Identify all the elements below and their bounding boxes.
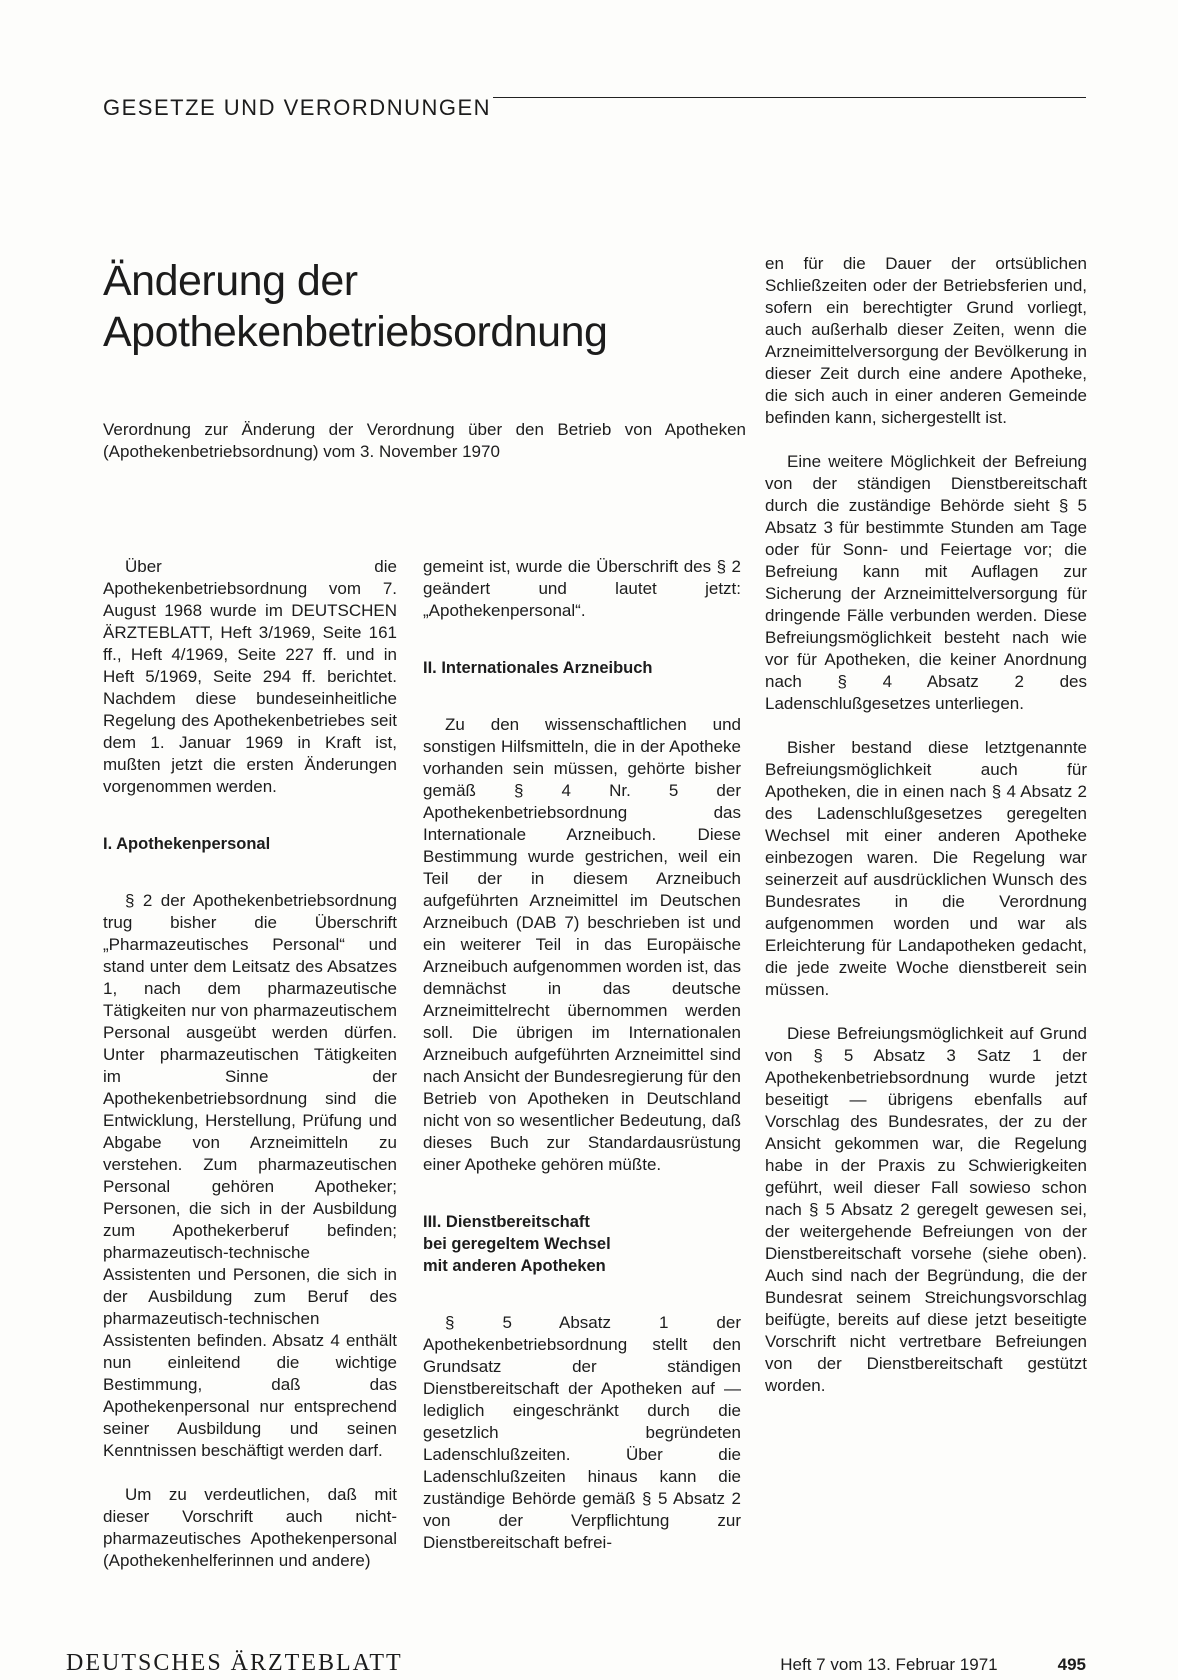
heading-line: mit anderen Apotheken [423,1257,606,1275]
paragraph: Um zu verdeutlichen, daß mit dieser Vorschrift auch nicht-pharmazeutisches Apothekenpersonal (Apothekenhelferinnen und andere) [103,1485,397,1570]
page-number: 495 [1057,1655,1086,1674]
paragraph: Bisher bestand diese letztgenannte Befreiungsmöglichkeit auch für Apotheken, die in einen nach § 4 Absatz 2 des Ladenschlußgesetzes geregelten Wechsel mit einer anderen Apotheke einbezogen waren. Die Regelung war seinerzeit auf ausdrücklichen Wunsch des Bundesrates in die Verordnung aufgenommen worden und war als Erleichterung für Landapotheken gedacht, die jede zweite Woche dienstbereit sein müssen. [765,738,1087,999]
heading-line: III. Dienstbereitschaft [423,1213,590,1231]
heading-line: bei geregeltem Wechsel [423,1235,611,1253]
column-2 [423,556,741,1554]
issue-info: Heft 7 vom 13. Februar 1971 [780,1655,998,1674]
paragraph: Zu den wissenschaftlichen und sonstigen Hilfsmitteln, die in der Apotheke vorhanden sein müssen, gehörte bisher gemäß § 4 Nr. 5 der Apothekenbetriebsordnung das Internationale Arzneibuch. Diese Bestimmung wurde gestrichen, weil ein Teil der in diesem Arzneibuch aufgeführten Arzneimittel im Deutschen Arzneibuch (DAB 7) beschrieben ist und ein weiterer Teil in das Europäische Arzneibuch aufgenommen worden ist, das demnächst in das deutsche Arzneimittelrecht übernommen werden soll. Die übrigen im Internationalen Arzneibuch aufgeführten Arzneimittel sind nach Ansicht der Bundesregierung für den Betrieb von Apotheken in Deutschland nicht von so wesentlicher Bedeutung, daß dieses Buch zur Standardausrüstung einer Apotheke gehören müßte. [423,715,741,1174]
section-header [103,96,1086,120]
section-heading-dienstbereitschaft [423,1211,741,1277]
section-header-rule [493,97,1086,98]
section-heading-apothekenpersonal: I. Apothekenpersonal [103,835,271,853]
article-title-line-2: Apothekenbetriebsordnung [103,308,608,356]
paragraph: en für die Dauer der ortsüblichen Schließzeiten oder der Betriebsferien und, sofern ein berechtigter Grund vorliegt, auch außerhalb dieser Zeiten, wenn die Arzneimittelversorgung der Bevölkerung in dieser Zeit durch eine andere Apotheke, die sich auch in einer anderen Gemeinde befinden kann, sichergestellt ist. [765,254,1087,427]
section-header-label: GESETZE UND VERORDNUNGEN [103,95,492,120]
paragraph: § 2 der Apothekenbetriebsordnung trug bisher die Überschrift „Pharmazeutisches Personal“ und stand unter dem Leitsatz des Absatzes 1, nach dem pharmazeutische Tätigkeiten nur von pharmazeutischem Personal ausgeübt werden dürfen. Unter pharmazeutischen Tätigkeiten im Sinne der Apothekenbetriebsordnung sind die Entwicklung, Herstellung, Prüfung und Abgabe von Arzneimitteln zu verstehen. Zum pharmazeutischen Personal gehören Apotheker; Personen, die sich in der Ausbildung zum Apothekerberuf befinden; pharmazeutisch-technische Assistenten und Personen, die sich in der Ausbildung zum Beruf des pharmazeutisch-technischen Assistenten befinden. Absatz 4 enthält nun einleitend die wichtige Bestimmung, daß das Apothekenpersonal nur entsprechend seiner Ausbildung und seinen Kenntnissen beschäftigt werden darf. [103,891,397,1460]
paragraph: § 5 Absatz 1 der Apothekenbetriebsordnung stellt den Grundsatz der ständigen Dienstbereitschaft der Apotheken auf — lediglich eingeschränkt durch die gesetzlich begründeten Ladenschlußzeiten. Über die Ladenschlußzeiten hinaus kann die zuständige Behörde gemäß § 5 Absatz 2 von der Verpflichtung zur Dienstbereitschaft befrei- [423,1313,741,1552]
article-title [103,256,743,358]
paragraph: Eine weitere Möglichkeit der Befreiung von der ständigen Dienstbereitschaft durch die zuständige Behörde sieht § 5 Absatz 3 für bestimmte Stunden am Tage oder für Sonn- und Feiertage vor; die Befreiung kann mit Auflagen zur Sicherung der Arzneimittelversorgung für dringende Fälle verbunden werden. Diese Befreiungsmöglichkeit besteht nach wie vor für Apotheken, die keiner Anordnung nach § 4 Absatz 2 des Ladenschlußgesetzes unterliegen. [765,452,1087,713]
paragraph: Diese Befreiungsmöglichkeit auf Grund von § 5 Absatz 3 Satz 1 der Apothekenbetriebsordnung wurde jetzt beseitigt — übrigens ebenfalls auf Vorschlag des Bundesrates, der zu der Ansicht gekommen war, die Regelung habe in der Praxis zu Schwierigkeiten geführt, weil dieser Fall sowieso schon nach § 5 Absatz 2 geregelt gewesen sei, der weitergehende Befreiungen von der Dienstbereitschaft vorsehe (siehe oben). Auch sind nach der Begründung, die der Bundesrat seinem Streichungsvorschlag beifügte, bereits auf diese jetzt beseitigte Vorschrift nicht vertretbare Befreiungen von der Dienstbereitschaft gestützt worden. [765,1024,1087,1395]
page-footer [66,1650,1086,1680]
article-subtitle: Verordnung zur Änderung der Verordnung über den Betrieb von Apotheken (Apothekenbetriebsordnung) vom 3. November 1970 [103,420,746,461]
journal-name: DEUTSCHES ÄRZTEBLATT [66,1650,403,1676]
paragraph: Über die Apothekenbetriebsordnung vom 7. August 1968 wurde im DEUTSCHEN ÄRZTEBLATT, Heft 3/1969, Seite 161 ff., Heft 4/1969, Seite 227 ff. und in Heft 5/1969, Seite 294 ff. berichtet. Nachdem diese bundeseinheitliche Regelung des Apothekenbetriebes seit dem 1. Januar 1969 in Kraft ist, mußten jetzt die ersten Änderungen vorgenommen werden. [103,557,397,796]
column-1 [103,556,397,1572]
paragraph: gemeint ist, wurde die Überschrift des § 2 geändert und lautet jetzt: „Apothekenpersonal“. [423,557,741,620]
column-3 [765,253,1087,1397]
article-title-line-1: Änderung der [103,257,358,305]
section-heading-internationales-arzneibuch: II. Internationales Arzneibuch [423,659,653,677]
